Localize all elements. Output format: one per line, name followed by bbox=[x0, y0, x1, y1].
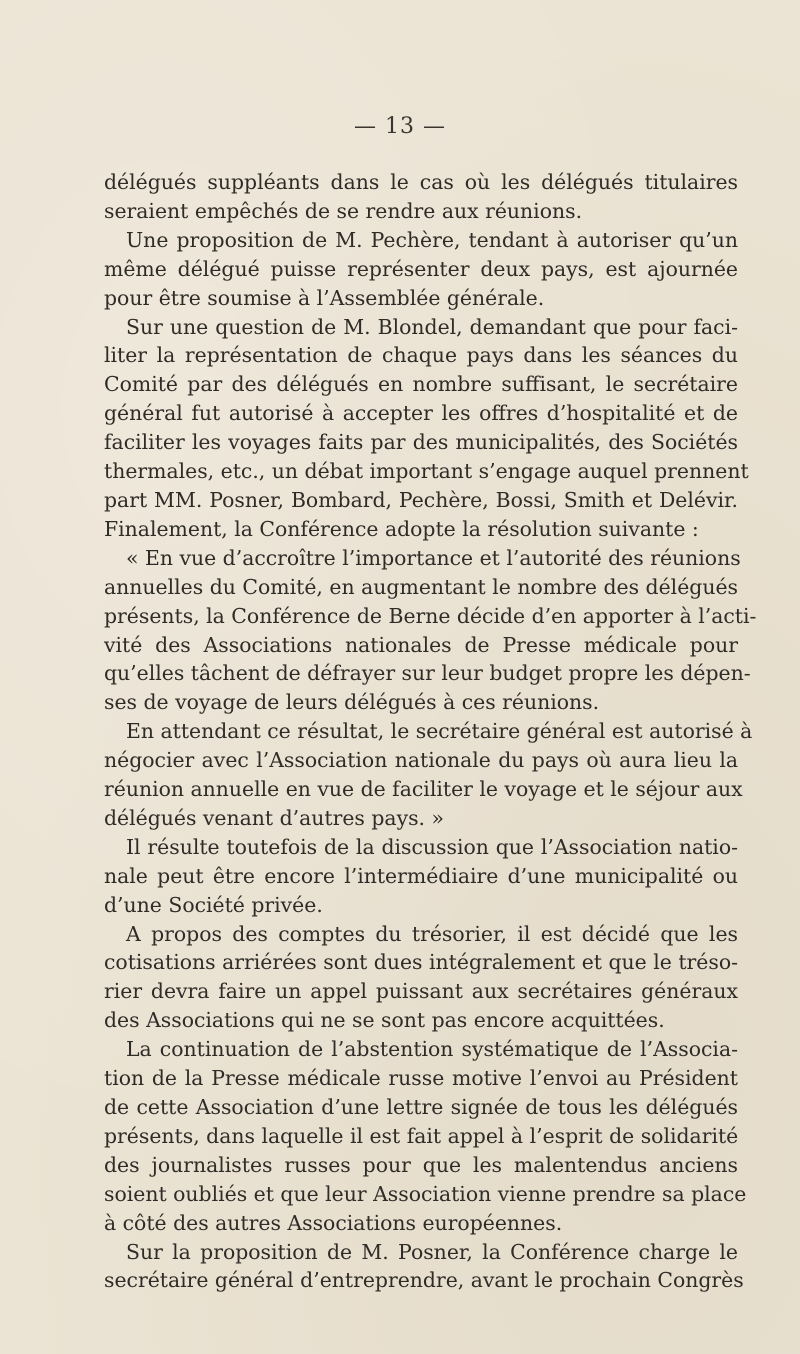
text-line: soient oubliés et que leur Association vienne prendre sa place bbox=[104, 1181, 747, 1206]
text-line: de cette Association d’une lettre signée de tous les délégués bbox=[104, 1095, 738, 1119]
text-line: vité des Associations nationales de Presse médicale pour bbox=[104, 632, 738, 657]
text-line: réunion annuelle en vue de faciliter le voyage et le séjour aux bbox=[104, 777, 743, 802]
text-line: part MM. Posner, Bombard, Pechère, Bossi, Smith et Delévir. bbox=[104, 487, 738, 512]
text-line: Il résulte toutefois de la discussion que l’Association natio- bbox=[126, 834, 738, 859]
text-line: rier devra faire un appel puissant aux secrétaires généraux bbox=[104, 979, 738, 1004]
text-line: La continuation de l’abstention systématique de l’Associa- bbox=[126, 1037, 738, 1062]
text-line: délégués venant d’autres pays. » bbox=[104, 805, 444, 830]
text-line: général fut autorisé à accepter les offres d’hospitalité et de bbox=[104, 401, 738, 426]
text-line: A propos des comptes du trésorier, il est décidé que les bbox=[126, 921, 738, 946]
text-line: thermales, etc., un débat important s’engage auquel prennent bbox=[104, 459, 749, 484]
text-line: délégués suppléants dans le cas où les délégués titulaires bbox=[104, 170, 738, 194]
text-line: Finalement, la Conférence adopte la résolution suivante : bbox=[104, 516, 699, 541]
text-line: nale peut être encore l’intermédiaire d’une municipalité ou bbox=[104, 863, 738, 888]
text-line: En attendant ce résultat, le secrétaire général est autorisé à bbox=[126, 719, 753, 744]
text-line: tion de la Presse médicale russe motive l’envoi au Président bbox=[104, 1066, 738, 1091]
text-line: « En vue d’accroître l’importance et l’autorité des réunions bbox=[126, 545, 741, 570]
text-line: Une proposition de M. Pechère, tendant à autoriser qu’un bbox=[126, 227, 738, 252]
page-number: — 13 — bbox=[354, 114, 446, 139]
text-line: des journalistes russes pour que les malentendus anciens bbox=[104, 1152, 738, 1177]
text-line: des Associations qui ne se sont pas encore acquittées. bbox=[104, 1008, 665, 1033]
text-line: même délégué puisse représenter deux pays, est ajournée bbox=[104, 256, 738, 281]
text-line: qu’elles tâchent de défrayer sur leur budget propre les dépen- bbox=[104, 661, 751, 686]
text-line: secrétaire général d’entreprendre, avant le prochain Congrès bbox=[104, 1268, 744, 1293]
text-line: Comité par des délégués en nombre suffisant, le secrétaire bbox=[104, 372, 738, 397]
text-line: Sur une question de M. Blondel, demandant que pour faci- bbox=[126, 314, 738, 339]
text-line: faciliter les voyages faits par des municipalités, des Sociétés bbox=[104, 430, 738, 455]
text-line: négocier avec l’Association nationale du pays où aura lieu la bbox=[104, 748, 738, 773]
text-line: Sur la proposition de M. Posner, la Conférence charge le bbox=[126, 1239, 738, 1264]
text-line: présents, dans laquelle il est fait appel à l’esprit de solidarité bbox=[104, 1123, 739, 1148]
text-line: liter la représentation de chaque pays dans les séances du bbox=[104, 343, 738, 368]
text-line: annuelles du Comité, en augmentant le nombre des délégués bbox=[104, 574, 738, 599]
body-text bbox=[104, 168, 757, 1295]
text-line: à côté des autres Associations européennes. bbox=[104, 1210, 563, 1235]
text-line: ses de voyage de leurs délégués à ces réunions. bbox=[104, 690, 600, 715]
text-line: présents, la Conférence de Berne décide d’en apporter à l’acti- bbox=[104, 603, 757, 628]
text-line: pour être soumise à l’Assemblée générale. bbox=[104, 285, 545, 310]
text-line: seraient empêchés de se rendre aux réunions. bbox=[104, 198, 583, 223]
text-line: d’une Société privée. bbox=[104, 892, 323, 917]
text-line: cotisations arriérées sont dues intégralement et que le tréso- bbox=[104, 950, 738, 975]
